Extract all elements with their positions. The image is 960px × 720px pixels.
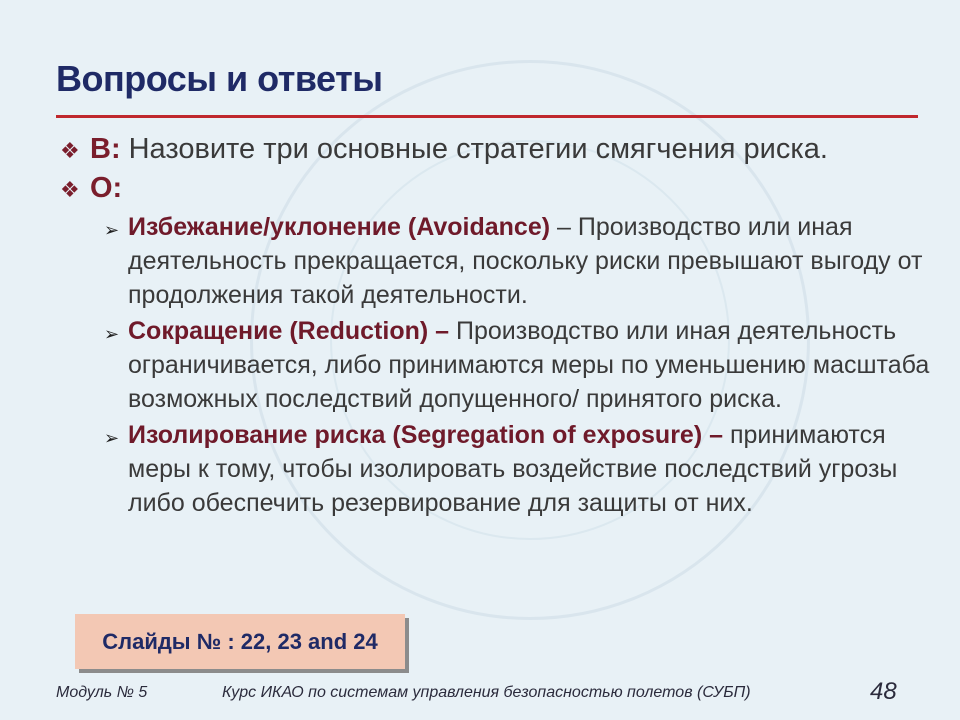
answer-subitem [104,418,930,520]
answer-subitem-body [128,314,930,416]
answer-subitem-body [128,418,930,520]
slide-title: Вопросы и ответы [56,58,383,99]
title-underline [56,115,918,118]
footer-module: Модуль № 5 [56,684,148,701]
arrow-bullet-icon: ➢ [104,324,120,344]
answer-label: О: [90,172,123,204]
diamond-bullet-icon: ❖ [60,138,80,163]
strategy-term: Сокращение (Reduction) – [128,317,450,345]
question-body [90,132,828,166]
slides-reference-box [75,614,405,669]
arrow-bullet-icon: ➢ [104,220,120,240]
strategy-text: – Производство или иная деятельность прекращается, поскольку риски превышают выгоду от продолжения такой деятельности. [128,213,923,309]
strategy-term: Избежание/уклонение (Avoidance) [128,213,551,241]
strategy-term: Изолирование риска (Segregation of exposure) – [128,421,723,449]
strategy-text: принимаются меры к тому, чтобы изолировать воздействие последствий угрозы либо обеспечить резервирование для защиты от них. [128,421,898,517]
page-number: 48 [870,678,897,705]
slides-reference-text: Слайды № : 22, 23 and 24 [102,628,378,654]
answer-subitem [104,210,930,312]
question-text: Назовите три основные стратегии смягчения риска. [128,133,828,165]
answer-subitem-body [128,210,930,312]
footer-course: Курс ИКАО по системам управления безопасностью полетов (СУБП) [222,684,751,701]
question-item [60,132,930,168]
strategy-text: Производство или иная деятельность ограничивается, либо принимаются меры по уменьшению масштаба возможных последствий допущенного/ принятого риска. [128,317,930,413]
arrow-bullet-icon: ➢ [104,428,120,448]
slide-content [60,132,930,522]
diamond-bullet-icon: ❖ [60,177,80,202]
answer-item [60,171,930,207]
answer-subitem [104,314,930,416]
question-label: В: [90,133,121,165]
